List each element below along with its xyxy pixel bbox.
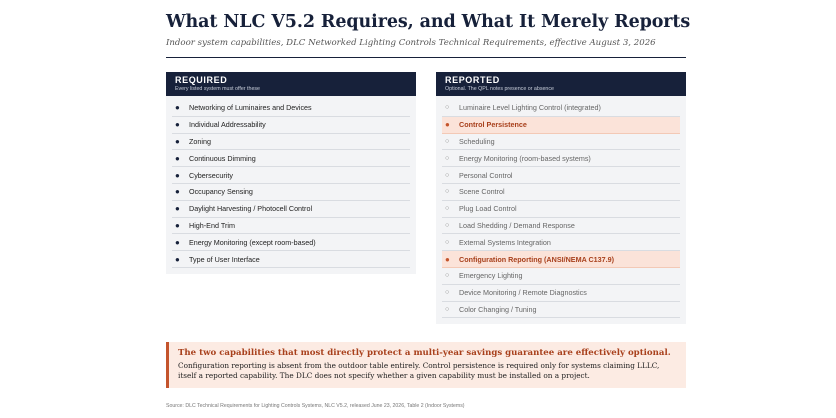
reported-item-label: Emergency Lighting (459, 271, 523, 281)
required-list-item (172, 234, 410, 251)
required-list-item (172, 184, 410, 201)
hollow-bullet-icon: ○ (445, 221, 450, 229)
page-title: What NLC V5.2 Requires, and What It Merely Reports (166, 12, 691, 32)
required-panel-header (166, 72, 416, 96)
required-list-item (172, 251, 410, 268)
hollow-bullet-icon: ○ (445, 137, 450, 145)
filled-bullet-icon: ● (175, 136, 180, 146)
required-item-label: Daylight Harvesting / Photocell Control (189, 204, 313, 214)
hollow-bullet-icon: ○ (445, 272, 450, 280)
reported-list-item (442, 150, 680, 167)
filled-bullet-icon: ● (175, 254, 180, 264)
reported-list-item (442, 218, 680, 235)
required-heading: REQUIRED (175, 75, 228, 85)
hollow-bullet-icon: ○ (445, 305, 450, 313)
reported-item-label: Plug Load Control (459, 204, 517, 214)
reported-list-item (442, 201, 680, 218)
title-divider (166, 57, 686, 58)
page-subtitle: Indoor system capabilities, DLC Networked Lighting Controls Technical Requirements, effective August 3, 2026 (166, 38, 656, 48)
reported-panel (436, 72, 686, 324)
callout-body: Configuration reporting is absent from the outdoor table entirely. Control persistence is required only for systems claiming LLLC, itself a reported capability. The DLC does not specify whether a given capability must be installed on a project. (178, 361, 660, 380)
callout-box (166, 342, 686, 388)
required-list-item (172, 100, 410, 117)
reported-item-label: Energy Monitoring (room-based systems) (459, 153, 591, 163)
required-item-label: Zoning (189, 136, 211, 146)
filled-bullet-icon: ● (175, 220, 180, 230)
required-panel (166, 72, 416, 274)
required-list-item (172, 117, 410, 134)
filled-bullet-icon: ● (175, 204, 180, 214)
reported-item-label: Scheduling (459, 136, 495, 146)
reported-panel-header (436, 72, 686, 96)
required-list-item (172, 167, 410, 184)
hollow-bullet-icon: ○ (445, 205, 450, 213)
reported-item-label: Scene Control (459, 187, 505, 197)
reported-item-label: Configuration Reporting (ANSI/NEMA C137.9) (459, 254, 615, 264)
hollow-bullet-icon: ○ (445, 154, 450, 162)
filled-bullet-icon: ● (175, 120, 180, 130)
reported-list-item (442, 134, 680, 151)
reported-item-label: Control Persistence (459, 120, 527, 130)
reported-list-item (442, 117, 680, 134)
source-note: Source: DLC Technical Requirements for Lighting Controls Systems, NLC V5.2, released June 23, 2026, Table 2 (Indoor Systems) (166, 403, 465, 409)
required-item-label: High-End Trim (189, 220, 235, 230)
reported-item-label: Load Shedding / Demand Response (459, 220, 575, 230)
callout-heading: The two capabilities that most directly protect a multi-year savings guarantee are effectively optional. (178, 348, 671, 358)
required-list-item (172, 218, 410, 235)
reported-list-item (442, 268, 680, 285)
reported-list-item (442, 100, 680, 117)
required-subheading: Every listed system must offer these (175, 86, 260, 92)
hollow-bullet-icon: ○ (445, 171, 450, 179)
required-list (166, 96, 416, 268)
reported-heading: REPORTED (445, 75, 500, 85)
required-item-label: Cybersecurity (189, 170, 233, 180)
filled-bullet-icon: ● (175, 103, 180, 113)
reported-subheading: Optional. The QPL notes presence or absence (445, 86, 554, 92)
reported-item-label: Device Monitoring / Remote Diagnostics (459, 288, 587, 298)
reported-list-item (442, 167, 680, 184)
hollow-bullet-icon: ○ (445, 289, 450, 297)
hollow-bullet-icon: ○ (445, 104, 450, 112)
required-item-label: Individual Addressability (189, 120, 266, 130)
reported-item-label: Personal Control (459, 170, 513, 180)
reported-item-label: Color Changing / Tuning (459, 304, 537, 314)
reported-item-label: External Systems Integration (459, 237, 551, 247)
reported-list-item (442, 302, 680, 319)
hollow-bullet-icon: ○ (445, 188, 450, 196)
filled-bullet-icon: ● (445, 254, 450, 264)
reported-list-item (442, 251, 680, 268)
filled-bullet-icon: ● (175, 170, 180, 180)
filled-bullet-icon: ● (445, 120, 450, 130)
reported-list (436, 96, 686, 318)
filled-bullet-icon: ● (175, 153, 180, 163)
filled-bullet-icon: ● (175, 187, 180, 197)
required-item-label: Networking of Luminaires and Devices (189, 103, 312, 113)
reported-list-item (442, 285, 680, 302)
required-item-label: Occupancy Sensing (189, 187, 253, 197)
required-item-label: Type of User Interface (189, 254, 260, 264)
hollow-bullet-icon: ○ (445, 238, 450, 246)
required-list-item (172, 150, 410, 167)
reported-item-label: Luminaire Level Lighting Control (integrated) (459, 103, 601, 113)
required-item-label: Continuous Dimming (189, 153, 256, 163)
reported-list-item (442, 184, 680, 201)
required-list-item (172, 201, 410, 218)
filled-bullet-icon: ● (175, 237, 180, 247)
required-list-item (172, 134, 410, 151)
required-item-label: Energy Monitoring (except room-based) (189, 237, 316, 247)
reported-list-item (442, 234, 680, 251)
